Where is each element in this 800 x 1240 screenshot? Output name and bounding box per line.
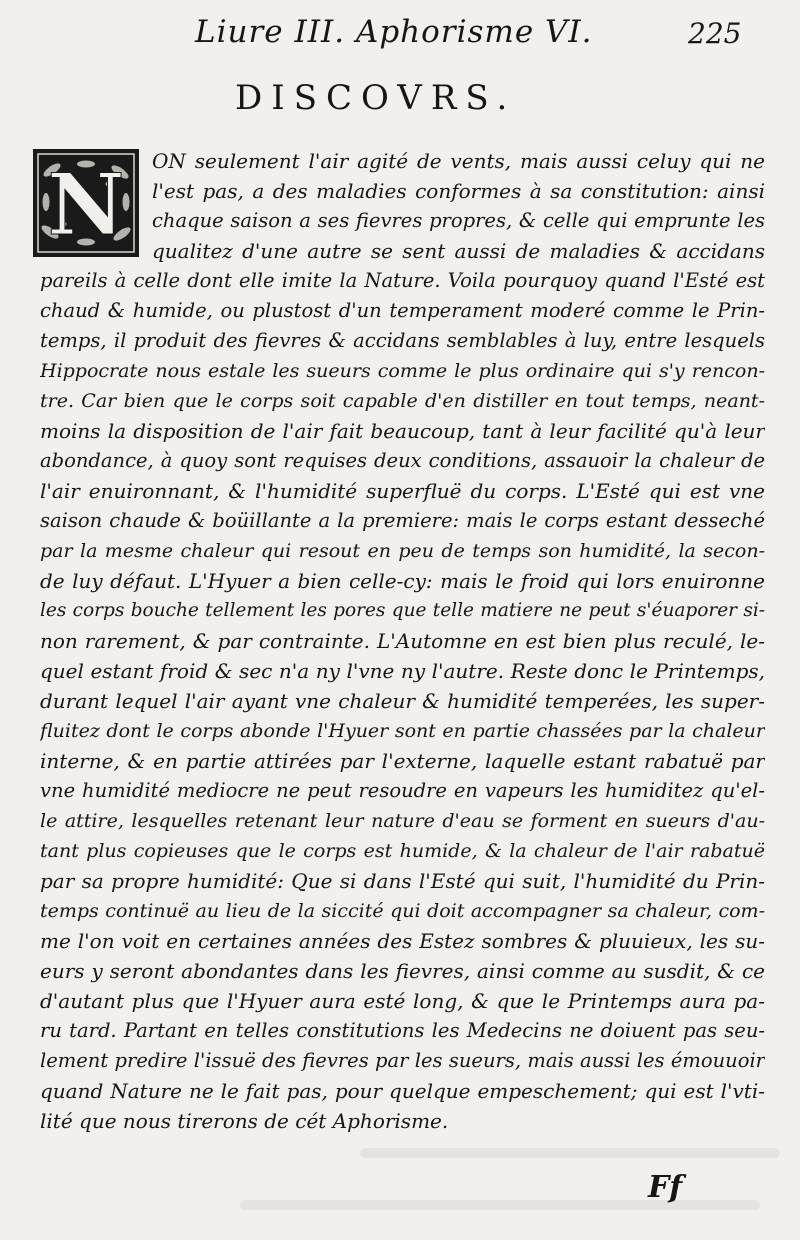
text-line: temps, il produit des fievres & accidans semblables à luy, entre lesquels — [40, 329, 765, 352]
text-line: les corps bouche tellement les pores que telle matiere ne peut s'éuaporer si- — [40, 600, 765, 621]
text-line: chaque saison a ses fievres propres, & celle qui emprunte les — [152, 209, 765, 232]
running-head: Liure III. Aphorisme VI. — [195, 14, 593, 50]
text-line: durant lequel l'air ayant vne chaleur & humidité temperées, les super- — [40, 689, 765, 713]
page-number: 225 — [688, 17, 742, 50]
text-line: tre. Car bien que le corps soit capable d'en distiller en tout temps, neant- — [40, 390, 765, 412]
text-line: ON seulement l'air agité de vents, mais aussi celuy qui ne — [152, 149, 765, 173]
text-line: le attire, lesquelles retenant leur nature d'eau se forment en sueurs d'au- — [40, 810, 765, 832]
text-line: pareils à celle dont elle imite la Nature. Voila pourquoy quand l'Esté est — [40, 269, 765, 292]
section-title: DISCOVRS. — [235, 78, 517, 118]
signature-mark: Ff — [648, 1170, 683, 1205]
text-line: chaud & humide, ou plustost d'un temperament moderé comme le Prin- — [40, 299, 765, 322]
text-line: Hippocrate nous estale les sueurs comme le plus ordinaire qui s'y rencon- — [40, 360, 765, 382]
text-line: interne, & en partie attirées par l'externe, laquelle estant rabatuë par — [40, 749, 765, 773]
text-line: qualitez d'une autre se sent aussi de maladies & accidans — [152, 239, 765, 263]
text-line: par la mesme chaleur qui resout en peu de temps son humidité, la secon- — [40, 540, 765, 562]
text-line: l'est pas, a des maladies conformes à sa constitution: ainsi — [152, 179, 765, 203]
text-line: non rarement, & par contrainte. L'Automne en est bien plus reculé, le- — [40, 629, 765, 653]
text-line: tant plus copieuses que le corps est humide, & la chaleur de l'air rabatuë — [40, 840, 765, 862]
text-line: ru tard. Partant en telles constitutions les Medecins ne doiuent pas seu- — [40, 1019, 765, 1042]
text-line: par sa propre humidité: Que si dans l'Esté qui suit, l'humidité du Prin- — [40, 869, 765, 893]
text-line: vne humidité mediocre ne peut resoudre en vapeurs les humiditez qu'el- — [40, 779, 765, 802]
drop-cap-letter: N — [47, 155, 125, 254]
text-line: abondance, à quoy sont requises deux conditions, assauoir la chaleur de — [40, 449, 765, 472]
text-line: quand Nature ne le fait pas, pour quelque empeschement; qui est l'vti- — [40, 1079, 765, 1103]
text-line: lement predire l'issuë des fievres par les sueurs, mais aussi les émouuoir — [40, 1049, 765, 1072]
text-line: temps continuë au lieu de la siccité qui doit accompagner sa chaleur, com- — [40, 900, 765, 922]
text-line: quel estant froid & sec n'a ny l'vne ny l'autre. Reste donc le Printemps, — [40, 659, 765, 683]
text-line: eurs y seront abondantes dans les fievres, ainsi comme au susdit, & ce — [40, 959, 765, 983]
text-line: lité que nous tirerons de cét Aphorisme. — [40, 1109, 449, 1133]
text-line: l'air enuironnant, & l'humidité superfluë du corps. L'Esté qui est vne — [40, 479, 765, 503]
ornamental-drop-cap-icon — [32, 148, 140, 258]
text-line: saison chaude & boüillante a la premiere: mais le corps estant desseché — [40, 509, 765, 532]
show-through-mark — [360, 1148, 780, 1158]
text-line: moins la disposition de l'air fait beaucoup, tant à leur facilité qu'à leur — [40, 419, 765, 443]
text-line: fluitez dont le corps abonde l'Hyuer sont en partie chassées par la chaleur — [40, 720, 765, 742]
text-line: de luy défaut. L'Hyuer a bien celle-cy: mais le froid qui lors enuironne — [40, 569, 765, 593]
text-line: me l'on voit en certaines années des Estez sombres & pluuieux, les su- — [40, 929, 765, 953]
text-line: d'autant plus que l'Hyuer aura esté long, & que le Printemps aura pa- — [40, 989, 765, 1013]
